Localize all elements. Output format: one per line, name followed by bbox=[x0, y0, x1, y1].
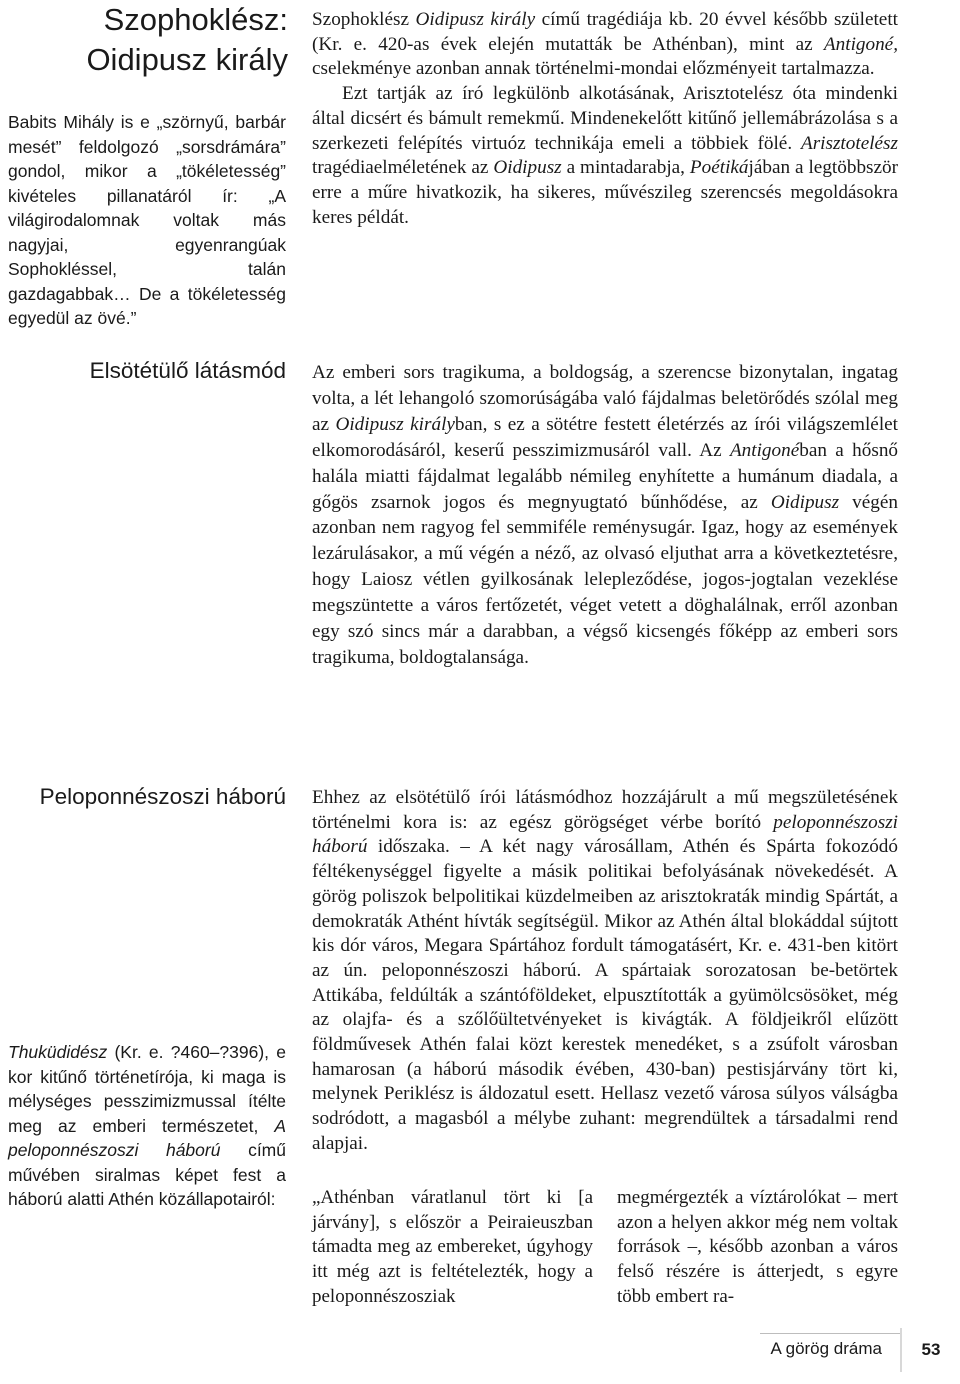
note-work-title: A peloponnészoszi háború bbox=[8, 1115, 286, 1160]
sidebar-quote: Babits Mihály is e „szörnyű, barbár mesét” feldolgozó „sorsdrámára” gondol, mikor a „tökéletesség” kivételes pillanatáról ír: „A világirodalomnak voltak más nagyjai, egyenrangúak Sophokléssel, talán gazdagabbak… De a tökéletesség egyedül az övé.” bbox=[8, 112, 286, 328]
sidebar-note: Thuküdidész (Kr. e. ?460–?396), e kor kitűnő történetírója, ki maga is mélységes pesszimizmussal ítélte meg az emberi természetet, A peloponnészoszi háború című művében siralmas képet fest a háború alatti Athén közállapotairól: bbox=[8, 1042, 286, 1209]
note-author: Thuküdidész bbox=[8, 1042, 108, 1062]
section-elsotetulo-paragraph: Az emberi sors tragikuma, a boldogság, a szerencse bizonytalan, ingatag volta, a lét lehangoló szomorúságába való fájdalmas beletörődés szólal meg az Oidipusz királyban, s ez a sötétre festett életérzés az írói világszemlélet elkomorodásáról, keserű pesszimizmusáról vall. Az Antigonéban a hősnő halála miatti fájdalmat legalább némileg enyhítette a humánum diadala, a gőgös zsarnok jogos és megnyugtató bűnhődése, az Oidipusz végén azonban nem ragyog fel semmiféle reménysugár. Igaz, hogy az események lezárulásakor, a mű végén a néző, az olvasó eljuthat arra a következtetésre, hogy Laiosz vétlen gyilkosának lelepleződése, jogos-jogtalan vezeklése megszüntette a város fertőzetét, véget vetett a döghalálnak, erről azonban egy szó sincs már a darabban, a végső kicsengés főképp az emberi sors tragikuma, boldogtalansága. bbox=[312, 362, 899, 668]
section-title-elsotetulo: Elsötétülő látásmód bbox=[89, 358, 286, 383]
quote-column-right: megmérgezték a víztárolókat – mert azon a helyen akkor még nem voltak források –, később azonban a város felső részére is átterjedt, s egyre több embert ra- bbox=[617, 1187, 898, 1307]
intro-text bbox=[312, 8, 898, 230]
title-line-2: Oidipusz király bbox=[86, 42, 288, 77]
quote-column-left: „Athénban váratlanul tört ki [a járvány], s először a Peiraieuszban támadta meg az embereket, úgyhogy itt még azt is feltételezték, hogy a peloponnészosziak bbox=[312, 1187, 593, 1307]
title-line-1: Szophoklész: bbox=[103, 2, 288, 37]
footer-chapter-label: A görög dráma bbox=[770, 1339, 882, 1358]
footer-rule bbox=[760, 1333, 900, 1334]
section-title-peloponneszoszi: Peloponnészoszi háború bbox=[39, 784, 286, 809]
intro-paragraph-1: Szophoklész Oidipusz király című tragédiája kb. 20 évvel később született (Kr. e. 420-as évek elején mutatták be Athénban), mint az Antigoné, cselekménye azonban annak történelmi-mondai előzményeit tartalmazza. bbox=[312, 9, 898, 80]
section-peloponneszoszi-paragraph: Ehhez az elsötétülő írói látásmódhoz hozzájárult a mű megszületésének történelmi kora is: az egész görögséget vérbe borító peloponnészoszi háború időszaka. – A két nagy városállam, Athén és Spárta fokozódó féltékenységgel figyelte a másik politikai befolyásának növekedését. A görög poliszok belpolitikai küzdelmeiben az arisztokraták mindig Spártát, a demokraták Athént hívták segítségül. Mikor az Athén által blokáddal sújtott kis dór város, Megara Spártához fordult támogatásért, Kr. e. 431-ben kitört az ún. peloponnészoszi háború. A spártaiak sorozatosan be-betörtek Attikába, feldúlták a szántóföldeket, elpusztították a gyümölcsösöket, még az olajfa- és a szőlőültetvényeket is kivágták. A földjeikről elűzött földművesek Athén falai közt kerestek menedéket, s a zsúfolt városban hamarosan (a háború második évében, 430-ban) pestisjárvány tört ki, melynek Periklész is áldozatul esett. Hellasz vezető városa súlyos válságba sodródott, a magasból a mélybe zuhant: megrendültek a társadalmi rend alapjai. bbox=[312, 787, 898, 1154]
page-number: 53 bbox=[900, 1328, 960, 1372]
section-peloponneszoszi-text bbox=[312, 786, 898, 1157]
section-elsotetulo-text bbox=[312, 360, 898, 671]
page-title bbox=[0, 0, 288, 80]
intro-paragraph-2: Ezt tartják az író legkülönb alkotásának, Arisztotelész óta mindenki által dicsért és bámult remekmű. Mindenekelőtt kitűnő jellemábrázolása s a szerkezeti felépítés virtuóz technikája emeli a többiek fölé. Arisztotelész tragédiaelméletének az Oidipusz a mintadarabja, Poétikájában a legtöbbször erre a műre hivatkozik, ha sikeres, művészileg szerencsés megoldásokra keres példát. bbox=[312, 83, 898, 228]
